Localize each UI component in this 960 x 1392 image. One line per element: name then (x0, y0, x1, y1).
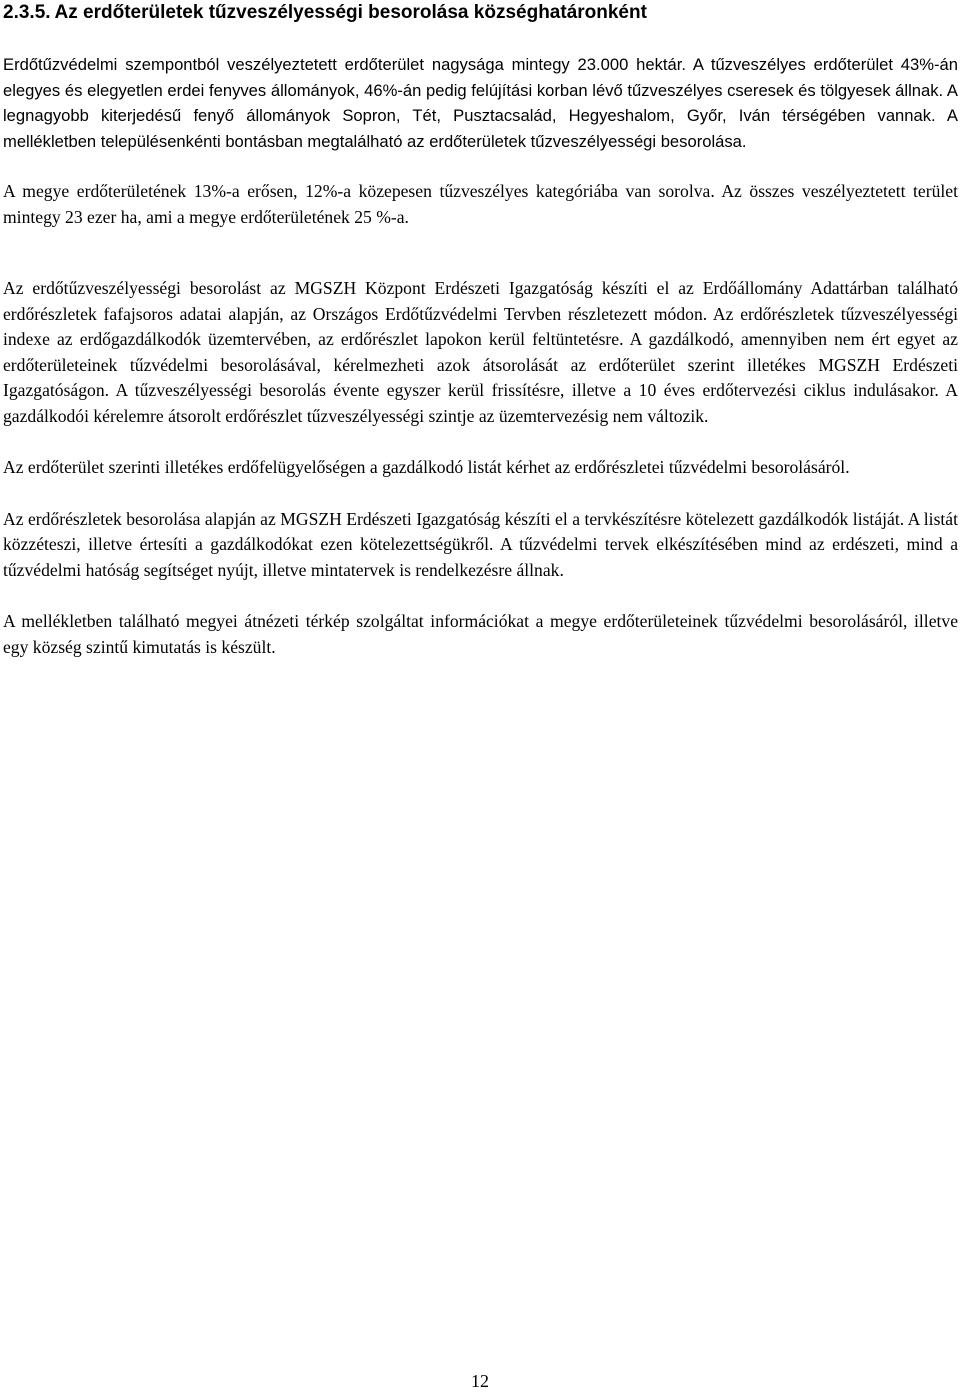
paragraph-request-list: Az erdőterület szerinti illetékes erdőfelügyelőségen a gazdálkodó listát kérhet az erdőrészletei tűzvédelmi besorolásáról. (3, 457, 850, 477)
body-text (3, 52, 958, 660)
paragraph-forest-area: Erdőtűzvédelmi szempontból veszélyeztetett erdőterület nagysága mintegy 23.000 hektár. A tűzveszélyes erdőterület 43%-án elegyes és elegyetlen erdei fenyves állományok, 46%-án pedig felújítási korban lévő tűzveszélyes cseresek és tölgyesek állnak. A legnagyobb kiterjedésű fenyő állományok Sopron, Tét, Pusztacsalád, Hegyeshalom, Győr, Iván térségében vannak. A mellékletben településenkénti bontásban megtalálható az erdőterületek tűzveszélyességi besorolása. (3, 55, 958, 151)
page-number: 12 (471, 1371, 489, 1391)
section-number: 2.3.5. (3, 2, 51, 23)
paragraph-annex-map: A mellékletben található megyei átnézeti térkép szolgáltat információkat a megye erdőterületeinek tűzvédelmi besorolásáról, illetve egy község szintű kimutatás is készült. (3, 611, 958, 657)
section-heading (3, 0, 958, 26)
paragraph-plan-obligation: Az erdőrészletek besorolása alapján az MGSZH Erdészeti Igazgatóság készíti el a tervkészítésre kötelezett gazdálkodók listáját. A listát közzéteszi, illetve értesíti a gazdálkodókat ezen kötelezettségükről. A tűzvédelmi tervek elkészítésében mind az erdészeti, mind a tűzvédelmi hatóság segítséget nyújt, illetve mintatervek is rendelkezésre állnak. (3, 508, 958, 580)
paragraph-classification-process: Az erdőtűzveszélyességi besorolást az MGSZH Központ Erdészeti Igazgatóság készíti el az Erdőállomány Adattárban található erdőrészletek fafajsoros adatai alapján, az Országos Erdőtűzvédelmi Tervben részletezett módon. Az erdőrészletek tűzveszélyességi indexe az erdőgazdálkodók üzemtervében, az erdőrészlet lapokon kerül feltüntetésre. A gazdálkodó, amennyiben nem ért egyet az erdőterületeinek tűzvédelmi besorolásával, kérelmezheti azok átsorolását az erdőterület szerint illetékes MGSZH Erdészeti Igazgatóságon. A tűzveszélyességi besorolás évente egyszer kerül frissítésre, illetve a 10 éves erdőtervezési ciklus indulásakor. A gazdálkodói kérelemre átsorolt erdőrészlet tűzveszélyességi szintje az üzemtervezésig nem változik. (3, 278, 958, 426)
paragraph-county-share: A megye erdőterületének 13%-a erősen, 12%-a közepesen tűzveszélyes kategóriába van sorolva. Az összes veszélyeztetett terület mintegy 23 ezer ha, ami a megye erdőterületének 25 %-a. (3, 181, 958, 227)
section-title: Az erdőterületek tűzveszélyességi besorolása községhatáronként (54, 2, 647, 23)
